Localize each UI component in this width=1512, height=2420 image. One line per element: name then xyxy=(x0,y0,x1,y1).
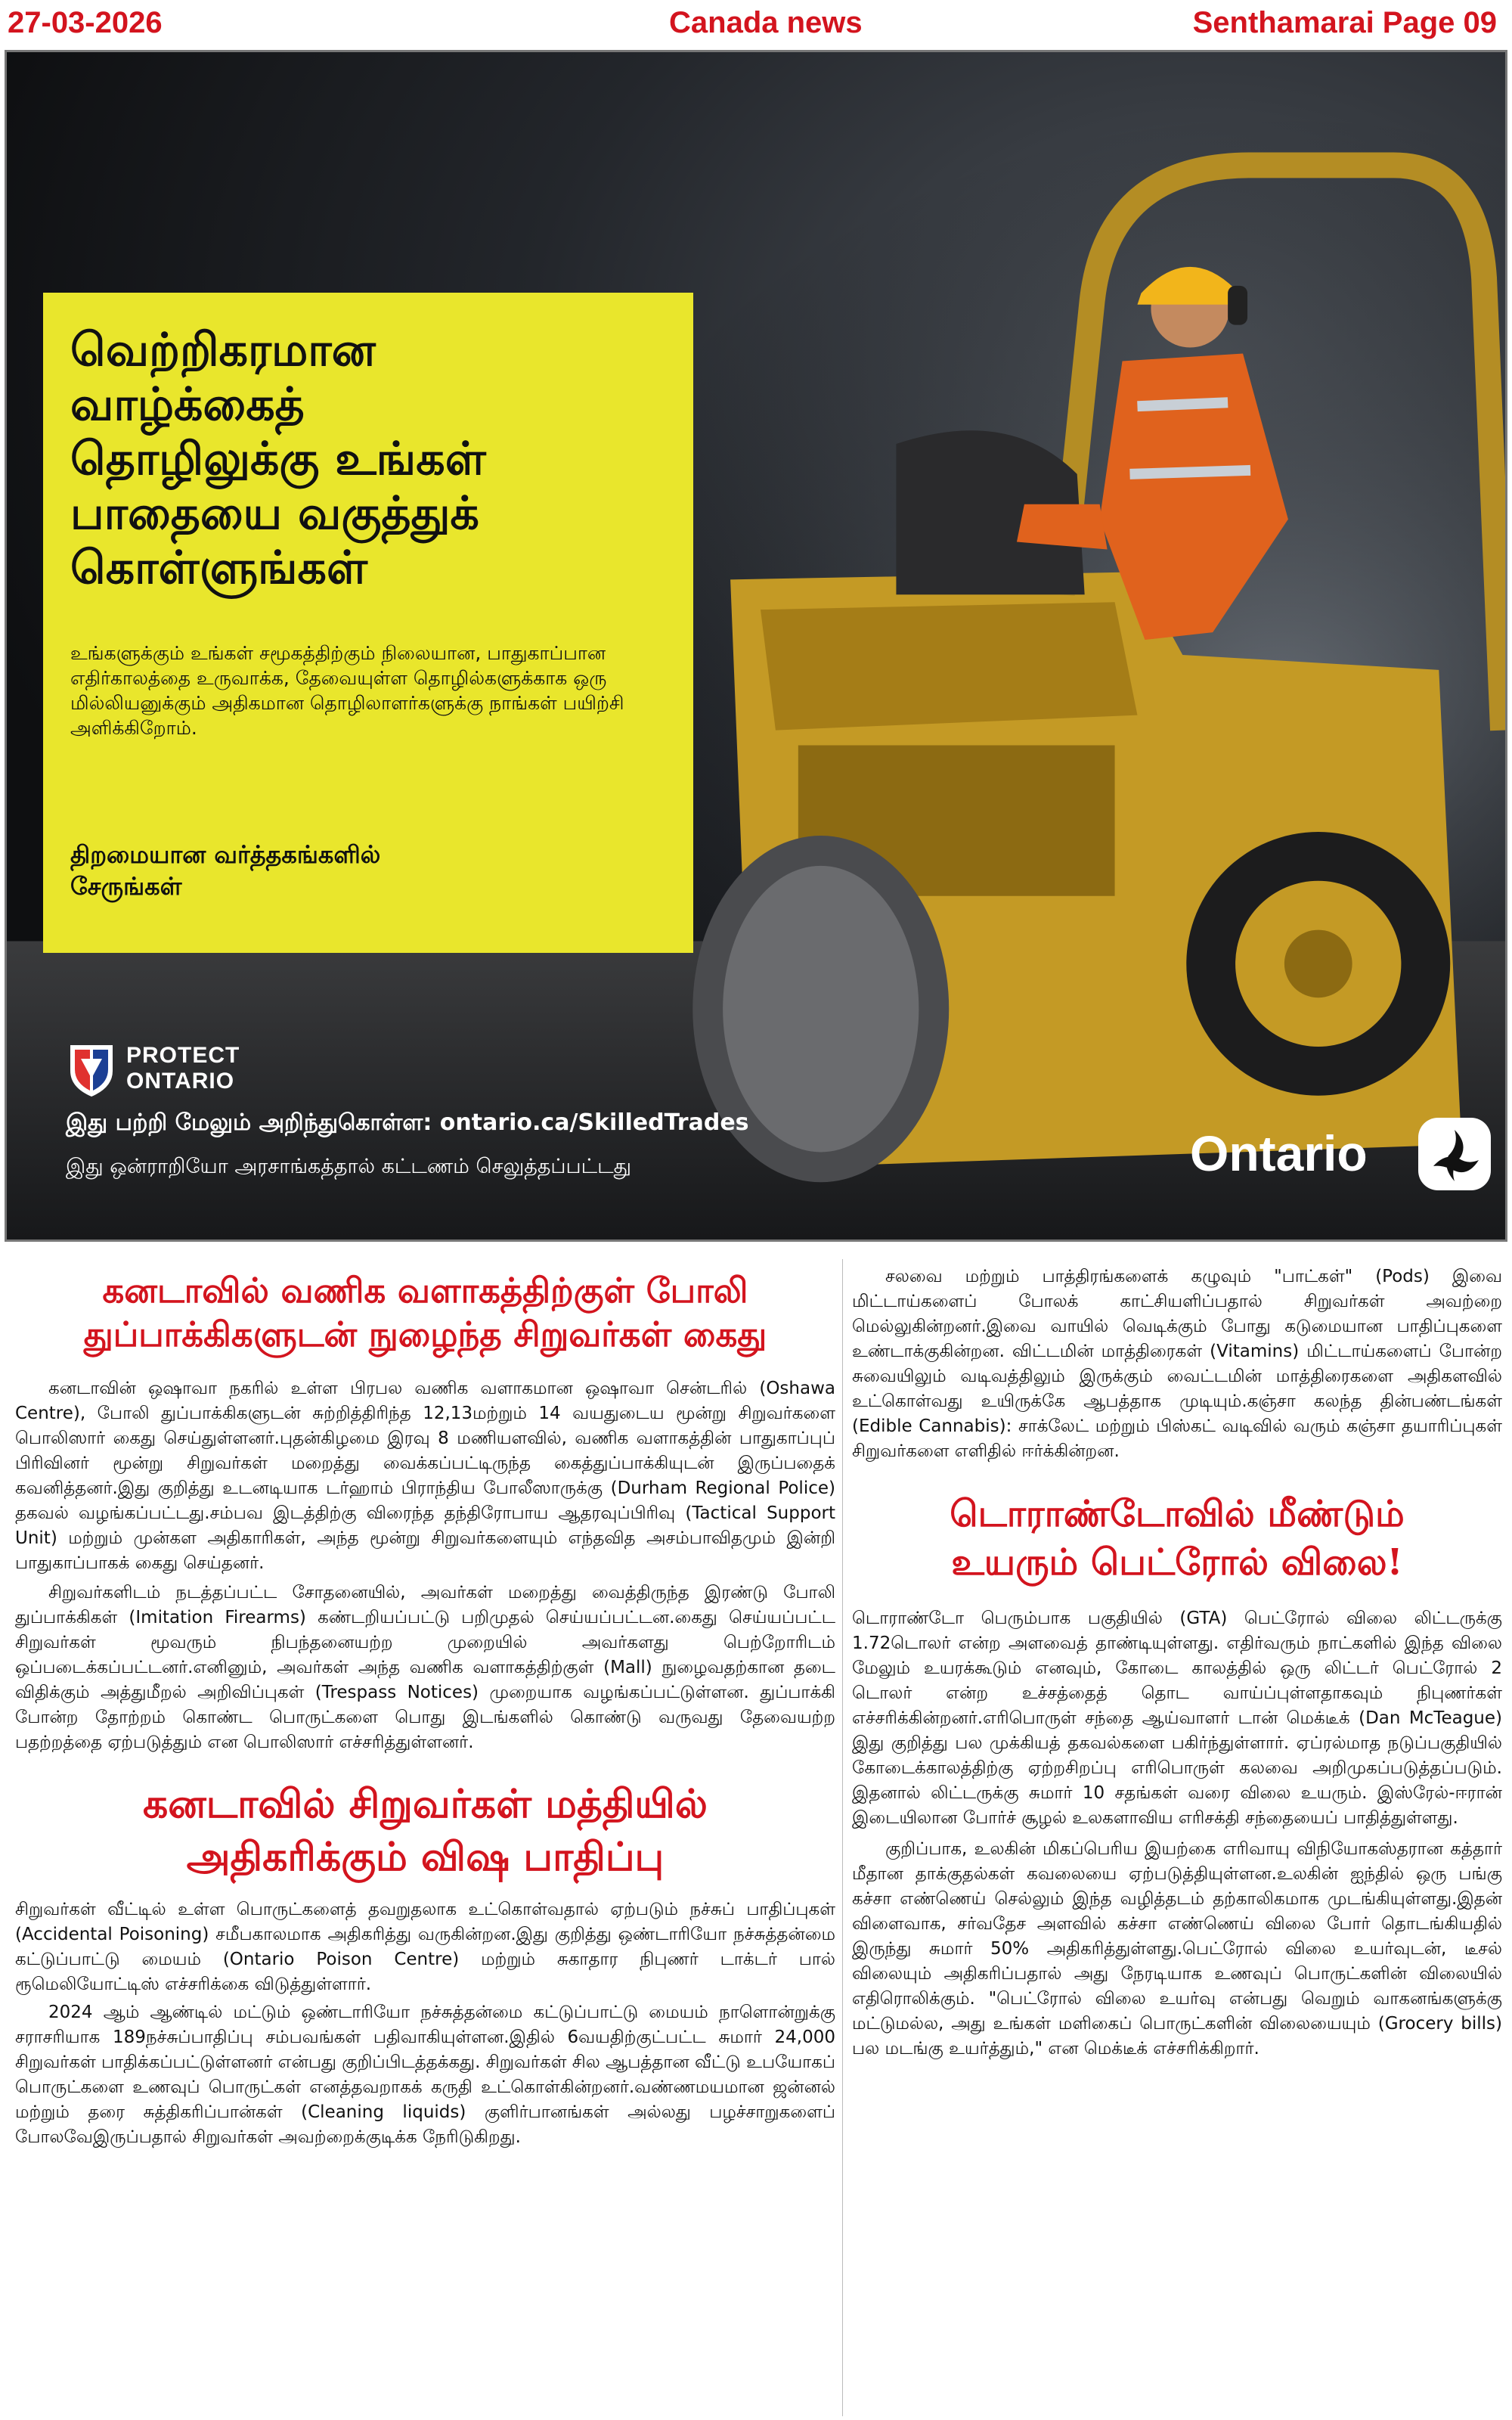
article-headline-mall-arrest: கனடாவில் வணிக வளாகத்திற்குள் போலி துப்பாக்கிகளுடன் நுழைந்த சிறுவர்கள் கைது xyxy=(83,1270,767,1354)
ad-call-to-action[interactable]: திறமையான வர்த்தகங்களில் சேருங்கள் xyxy=(70,840,381,901)
protect-ontario-label: PROTECT ONTARIO xyxy=(126,1043,240,1094)
left-column xyxy=(15,1261,835,2418)
article-paragraph: 2024 ஆம் ஆண்டில் மட்டும் ஒண்டாரியோ நச்சுத்தன்மை கட்டுப்பாட்டு மையம் நாளொன்றுக்கு சராசரியாக 189நச்சுப்பாதிப்பு சம்பவங்கள் பதிவாகியுள்ளன.இதில் 6வயதிற்குட்பட்ட சுமார் 24,000 சிறுவர்கள் பாதிக்கப்பட்டுள்ளனர் என்பது குறிப்பிடத்தக்கது. சிறுவர்கள் சில ஆபத்தான வீட்டு உபயோகப் பொருட்களை உணவுப் பொருட்கள் எனத்தவறாகக் கருதி உட்கொள்கின்றனர்.வண்ணமயமான ஜன்னல் மற்றும் தரை சுத்திகரிப்பான்கள் (Cleaning liquids) குளிர்பானங்கள் அல்லது பழச்சாறுகளைப் போலவேஇருப்பதால் சிறுவர்கள் அவற்றைக்குடிக்க நேரிடுகிறது. xyxy=(15,2003,835,2147)
ad-body-text: உங்களுக்கும் உங்கள் சமூகத்திற்கும் நிலையான, பாதுகாப்பான எதிர்காலத்தை உருவாக்க, தேவையுள்ள தொழில்களுக்காக ஒரு மில்லியனுக்கும் அதிகமான தொழிலாளர்களுக்கு நாங்கள் பயிற்சி அளிக்கிறோம். xyxy=(70,642,624,739)
skilled-trades-advertisement[interactable] xyxy=(5,50,1507,1242)
learn-more-link[interactable]: இது பற்றி மேலும் அறிந்துகொள்ள: ontario.ca/SkilledTrades xyxy=(66,1109,749,1136)
issue-date: 27-03-2026 xyxy=(8,6,163,39)
right-column xyxy=(852,1261,1502,2418)
page-header xyxy=(0,0,1512,47)
article-paragraph: கனடாவின் ஒஷாவா நகரில் உள்ள பிரபல வணிக வளாகமான ஒஷாவா சென்டரில் (Oshawa Centre), போலி துப்பாக்கிகளுடன் சுற்றித்திரிந்த 12,13மற்றும் 14 வயதுடைய மூன்று சிறுவர்களை பொலிஸார் கைது செய்துள்ளனர்.புதன்கிழமை இரவு 8 மணியளவில், வணிக வளாகத்தின் பாதுகாப்புப் பிரிவினர் மூன்று சிறுவர்கள் மறைத்து வைக்கப்பட்டிருந்த கைத்துப்பாக்கியுடன் இருப்பதைக் கவனித்தனர்.இது குறித்து உடனடியாக டர்ஹாம் பிராந்திய போலீஸாருக்கு (Durham Regional Police) தகவல் வழங்கப்பட்டது.சம்பவ இடத்திற்கு விரைந்த தந்திரோபாய ஆதரவுப்பிரிவு (Tactical Support Unit) மற்றும் முன்கள அதிகாரிகள், அந்த மூன்று சிறுவர்களையும் எந்தவித அசம்பாவிதமும் இன்றி பாதுகாப்பாகக் கைது செய்தனர். xyxy=(15,1379,835,1573)
article-headline-petrol-price: டொராண்டோவில் மீண்டும் உயரும் பெட்ரோல் விலை! xyxy=(950,1493,1405,1584)
ad-yellow-panel xyxy=(43,293,693,953)
article-paragraph: சிறுவர்கள் வீட்டில் உள்ள பொருட்களைத் தவறுதலாக உட்கொள்வதால் ஏற்படும் நச்சுப் பாதிப்புகள் (Accidental Poisoning) சமீபகாலமாக அதிகரித்து வருகின்றன.இது குறித்து ஒண்டாரியோ நச்சுத்தன்மை கட்டுப்பாட்டு மையம் (Ontario Poison Centre) மற்றும் சுகாதார நிபுணர் டாக்டர் பால் ரூமெலியோட்டிஸ் எச்சரிக்கை விடுத்துள்ளார். xyxy=(15,1900,835,1994)
protect-ontario-shield-icon xyxy=(67,1041,116,1098)
ontario-trillium-icon xyxy=(1415,1115,1494,1193)
ontario-wordmark: Ontario xyxy=(1190,1125,1368,1181)
page-label: Senthamarai Page 09 xyxy=(1192,6,1497,39)
article-paragraph: சிறுவர்களிடம் நடத்தப்பட்ட சோதனையில், அவர்கள் மறைத்து வைத்திருந்த இரண்டு போலி துப்பாக்கிகள் (Imitation Firearms) கண்டறியப்பட்டு பறிமுதல் செய்யப்பட்டன.கைது செய்யப்பட்ட சிறுவர்கள் மூவரும் நிபந்தனையற்ற முறையில் அவர்களது பெற்றோரிடம் ஒப்படைக்கப்பட்டனர்.எனினும், அவர்கள் அந்த வணிக வளாகத்திற்குள் (Mall) நுழைவதற்கான தடை விதிக்கும் அத்துமீறல் அறிவிப்புகள் (Trespass Notices) முறையாக வழங்கப்பட்டுள்ளன. துப்பாக்கி போன்ற தோற்றம் கொண்ட பொருட்களை பொது இடங்களில் கொண்டு வருவது தேவையற்ற பதற்றத்தை ஏற்படுத்தும் என பொலிஸார் எச்சரித்துள்ளனர். xyxy=(15,1583,835,1752)
article-headline-child-poisoning: கனடாவில் சிறுவர்கள் மத்தியில் அதிகரிக்கும் விஷ பாதிப்பு xyxy=(143,1781,708,1880)
column-divider xyxy=(842,1259,843,2416)
article-paragraph: சலவை மற்றும் பாத்திரங்களைக் கழுவும் "பாட்கள்" (Pods) இவை மிட்டாய்களைப் போலக் காட்சியளிப்பதால் சிறுவர்கள் அவற்றை மெல்லுகின்றனர்.இவை வாயில் வெடிக்கும் போது கடுமையான பாதிப்புகளை உண்டாக்குகின்றன. விட்டமின் மாத்திரைகள் (Vitamins) மிட்டாய்களைப் போன்ற சுவையிலும் வடிவத்திலும் இருக்கும் வைட்டமின் மாத்திரைகளை அதிகளவில் உட்கொள்வது உயிருக்கே ஆபத்தாக முடியும்.கஞ்சா கலந்த தின்பண்டங்கள் (Edible Cannabis): சாக்லேட் மற்றும் பிஸ்கட் வடிவில் வரும் கஞ்சா தயாரிப்புகள் சிறுவர்களை எளிதில் ஈர்க்கின்றன. xyxy=(852,1267,1502,1461)
section-name: Canada news xyxy=(669,6,863,39)
ad-headline: வெற்றிகரமான வாழ்க்கைத் தொழிலுக்கு உங்கள் பாதையை வகுத்துக் கொள்ளுங்கள் xyxy=(70,324,486,594)
article-paragraph: டொராண்டோ பெரும்பாக பகுதியில் (GTA) பெட்ரோல் விலை லிட்டருக்கு 1.72டொலர் என்ற அளவைத் தாண்டியுள்ளது. எதிர்வரும் நாட்களில் இந்த விலை மேலும் உயரக்கூடும் எனவும், கோடை காலத்தில் ஒரு லிட்டர் பெட்ரோல் 2 டொலர் என்ற உச்சத்தைத் தொட வாய்ப்புள்ளதாகவும் நிபுணர்கள் எச்சரிக்கின்றனர்.எரிபொருள் சந்தை ஆய்வாளர் டான் மெக்டீக் (Dan McTeague) இது குறித்து பல முக்கியத் தகவல்களை பகிர்ந்துள்ளார். ஏப்ரல்மாத நடுப்பகுதியில் கோடைக்காலத்திற்கு ஏற்றசிறப்பு எரிபொருள் கலவை அறிமுகப்படுத்தப்படும். இதனால் லிட்டருக்கு சுமார் 10 சதங்கள் வரை விலை உயரும். இஸ்ரேல்-ஈரான் இடையிலான போர்ச் சூழல் உலகளாவிய எரிசக்தி சந்தையைப் பாதித்துள்ளது. xyxy=(852,1609,1502,1828)
article-paragraph: குறிப்பாக, உலகின் மிகப்பெரிய இயற்கை எரிவாயு விநியோகஸ்தரான கத்தார் மீதான தாக்குதல்கள் கவலையை ஏற்படுத்தியுள்ளன.உலகின் ஐந்தில் ஒரு பங்கு கச்சா எண்ணெய் செல்லும் இந்த வழித்தடம் தற்காலிகமாக முடங்கியுள்ளது.இதன் விளைவாக, சர்வதேச அளவில் கச்சா எண்ணெய் விலை போர் தொடங்கியதில் இருந்து சுமார் 50% அதிகரித்துள்ளது.பெட்ரோல் விலை உயர்வுடன், டீசல் விலையும் அதிகரிப்பதால் அது நேரடியாக உணவுப் பொருட்களின் விலையில் எதிரொலிக்கும். "பெட்ரோல் விலை உயர்வு என்பது வெறும் வாகனங்களுக்கு மட்டுமல்ல, அது உங்கள் மளிகைப் பொருட்களின் விலையையும் (Grocery bills) பல மடங்கு உயர்த்தும்," என மெக்டீக் எச்சரிக்கிறார். xyxy=(852,1839,1502,2059)
paid-by-notice: இது ஒன்ராறியோ அரசாங்கத்தால் கட்டணம் செலுத்தப்பட்டது xyxy=(66,1155,632,1178)
